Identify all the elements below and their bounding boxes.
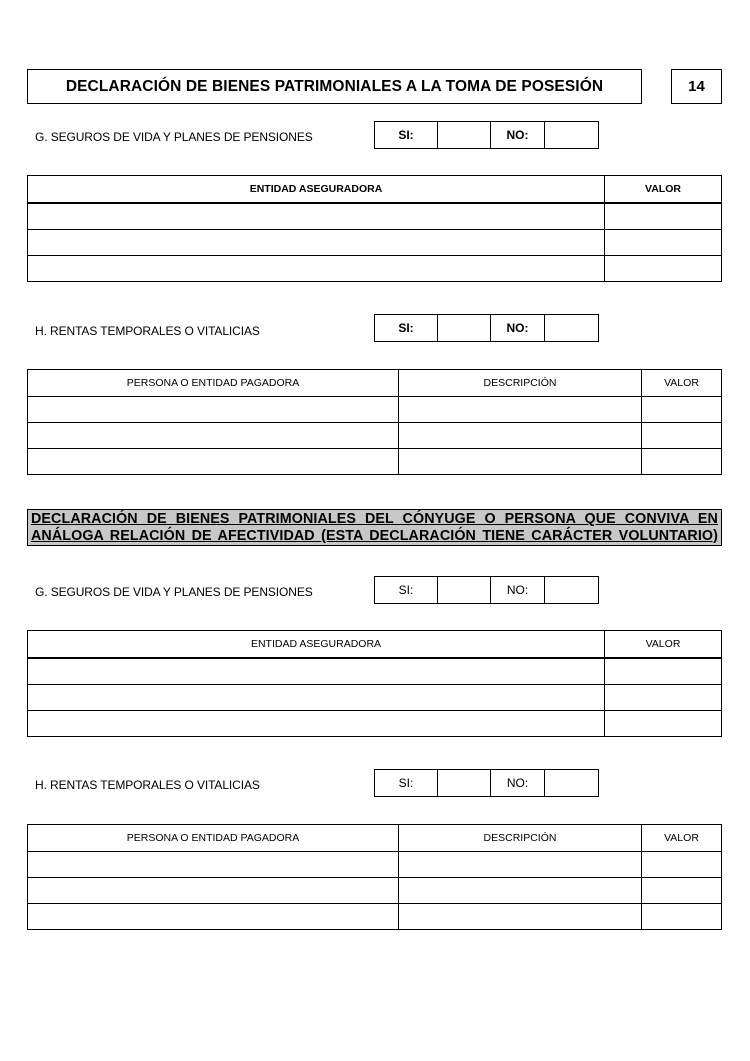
no-label: NO: [491, 315, 545, 341]
cell-descripcion[interactable] [399, 397, 642, 423]
spouse-section-h-label: H. RENTAS TEMPORALES O VITALICIAS [35, 778, 260, 792]
spouse-insurance-table [27, 630, 722, 737]
no-checkbox[interactable] [545, 577, 598, 603]
spouse-section-g-yes-no [374, 576, 599, 604]
col-header-descripcion: DESCRIPCIÓN [399, 370, 642, 397]
cell-valor[interactable] [605, 685, 722, 711]
table-row [28, 685, 722, 711]
cell-entidad[interactable] [28, 256, 605, 282]
table-row [28, 711, 722, 737]
no-checkbox[interactable] [545, 122, 598, 148]
col-header-entidad: ENTIDAD ASEGURADORA [28, 176, 605, 204]
no-label: NO: [491, 770, 545, 796]
cell-valor[interactable] [642, 397, 722, 423]
si-label: SI: [375, 315, 438, 341]
si-checkbox[interactable] [438, 122, 491, 148]
cell-pagadora[interactable] [28, 852, 399, 878]
cell-valor[interactable] [642, 878, 722, 904]
annuities-table [27, 369, 722, 475]
cell-entidad[interactable] [28, 711, 605, 737]
no-label: NO: [491, 122, 545, 148]
table-row [28, 397, 722, 423]
spouse-annuities-table [27, 824, 722, 930]
insurance-table [27, 175, 722, 282]
table-row [28, 203, 722, 230]
si-label: SI: [375, 770, 438, 796]
col-header-valor: VALOR [605, 631, 722, 659]
cell-valor[interactable] [605, 256, 722, 282]
cell-valor[interactable] [605, 230, 722, 256]
cell-descripcion[interactable] [399, 904, 642, 930]
cell-pagadora[interactable] [28, 904, 399, 930]
section-g-yes-no [374, 121, 599, 149]
spouse-banner-line-2: ANÁLOGA RELACIÓN DE AFECTIVIDAD (ESTA DECLARACIÓN TIENE CARÁCTER VOLUNTARIO) [31, 528, 718, 544]
col-header-pagadora: PERSONA O ENTIDAD PAGADORA [28, 825, 399, 852]
cell-descripcion[interactable] [399, 449, 642, 475]
cell-entidad[interactable] [28, 203, 605, 230]
cell-valor[interactable] [642, 423, 722, 449]
table-row [28, 904, 722, 930]
cell-descripcion[interactable] [399, 423, 642, 449]
cell-descripcion[interactable] [399, 852, 642, 878]
spouse-section-g-label: G. SEGUROS DE VIDA Y PLANES DE PENSIONES [35, 585, 313, 599]
cell-valor[interactable] [605, 658, 722, 685]
cell-valor[interactable] [605, 711, 722, 737]
col-header-valor: VALOR [642, 370, 722, 397]
cell-valor[interactable] [605, 203, 722, 230]
si-checkbox[interactable] [438, 315, 491, 341]
cell-pagadora[interactable] [28, 397, 399, 423]
col-header-entidad: ENTIDAD ASEGURADORA [28, 631, 605, 659]
cell-pagadora[interactable] [28, 449, 399, 475]
cell-entidad[interactable] [28, 230, 605, 256]
col-header-valor: VALOR [605, 176, 722, 204]
cell-pagadora[interactable] [28, 423, 399, 449]
section-h-label: H. RENTAS TEMPORALES O VITALICIAS [35, 324, 260, 338]
table-row [28, 256, 722, 282]
col-header-descripcion: DESCRIPCIÓN [399, 825, 642, 852]
page-number: 14 [671, 69, 722, 104]
table-row [28, 449, 722, 475]
si-checkbox[interactable] [438, 770, 491, 796]
si-label: SI: [375, 122, 438, 148]
cell-entidad[interactable] [28, 658, 605, 685]
no-checkbox[interactable] [545, 770, 598, 796]
page-title: DECLARACIÓN DE BIENES PATRIMONIALES A LA TOMA DE POSESIÓN [27, 69, 642, 104]
cell-entidad[interactable] [28, 685, 605, 711]
col-header-valor: VALOR [642, 825, 722, 852]
no-checkbox[interactable] [545, 315, 598, 341]
cell-valor[interactable] [642, 904, 722, 930]
section-h-yes-no [374, 314, 599, 342]
col-header-pagadora: PERSONA O ENTIDAD PAGADORA [28, 370, 399, 397]
cell-descripcion[interactable] [399, 878, 642, 904]
table-row [28, 423, 722, 449]
table-row [28, 658, 722, 685]
table-row [28, 852, 722, 878]
no-label: NO: [491, 577, 545, 603]
si-checkbox[interactable] [438, 577, 491, 603]
cell-pagadora[interactable] [28, 878, 399, 904]
table-row [28, 878, 722, 904]
spouse-section-banner [27, 509, 722, 546]
section-g-label: G. SEGUROS DE VIDA Y PLANES DE PENSIONES [35, 130, 313, 144]
spouse-section-h-yes-no [374, 769, 599, 797]
cell-valor[interactable] [642, 449, 722, 475]
spouse-banner-line-1: DECLARACIÓN DE BIENES PATRIMONIALES DEL CÓNYUGE O PERSONA QUE CONVIVA EN [31, 511, 718, 527]
table-row [28, 230, 722, 256]
si-label: SI: [375, 577, 438, 603]
cell-valor[interactable] [642, 852, 722, 878]
